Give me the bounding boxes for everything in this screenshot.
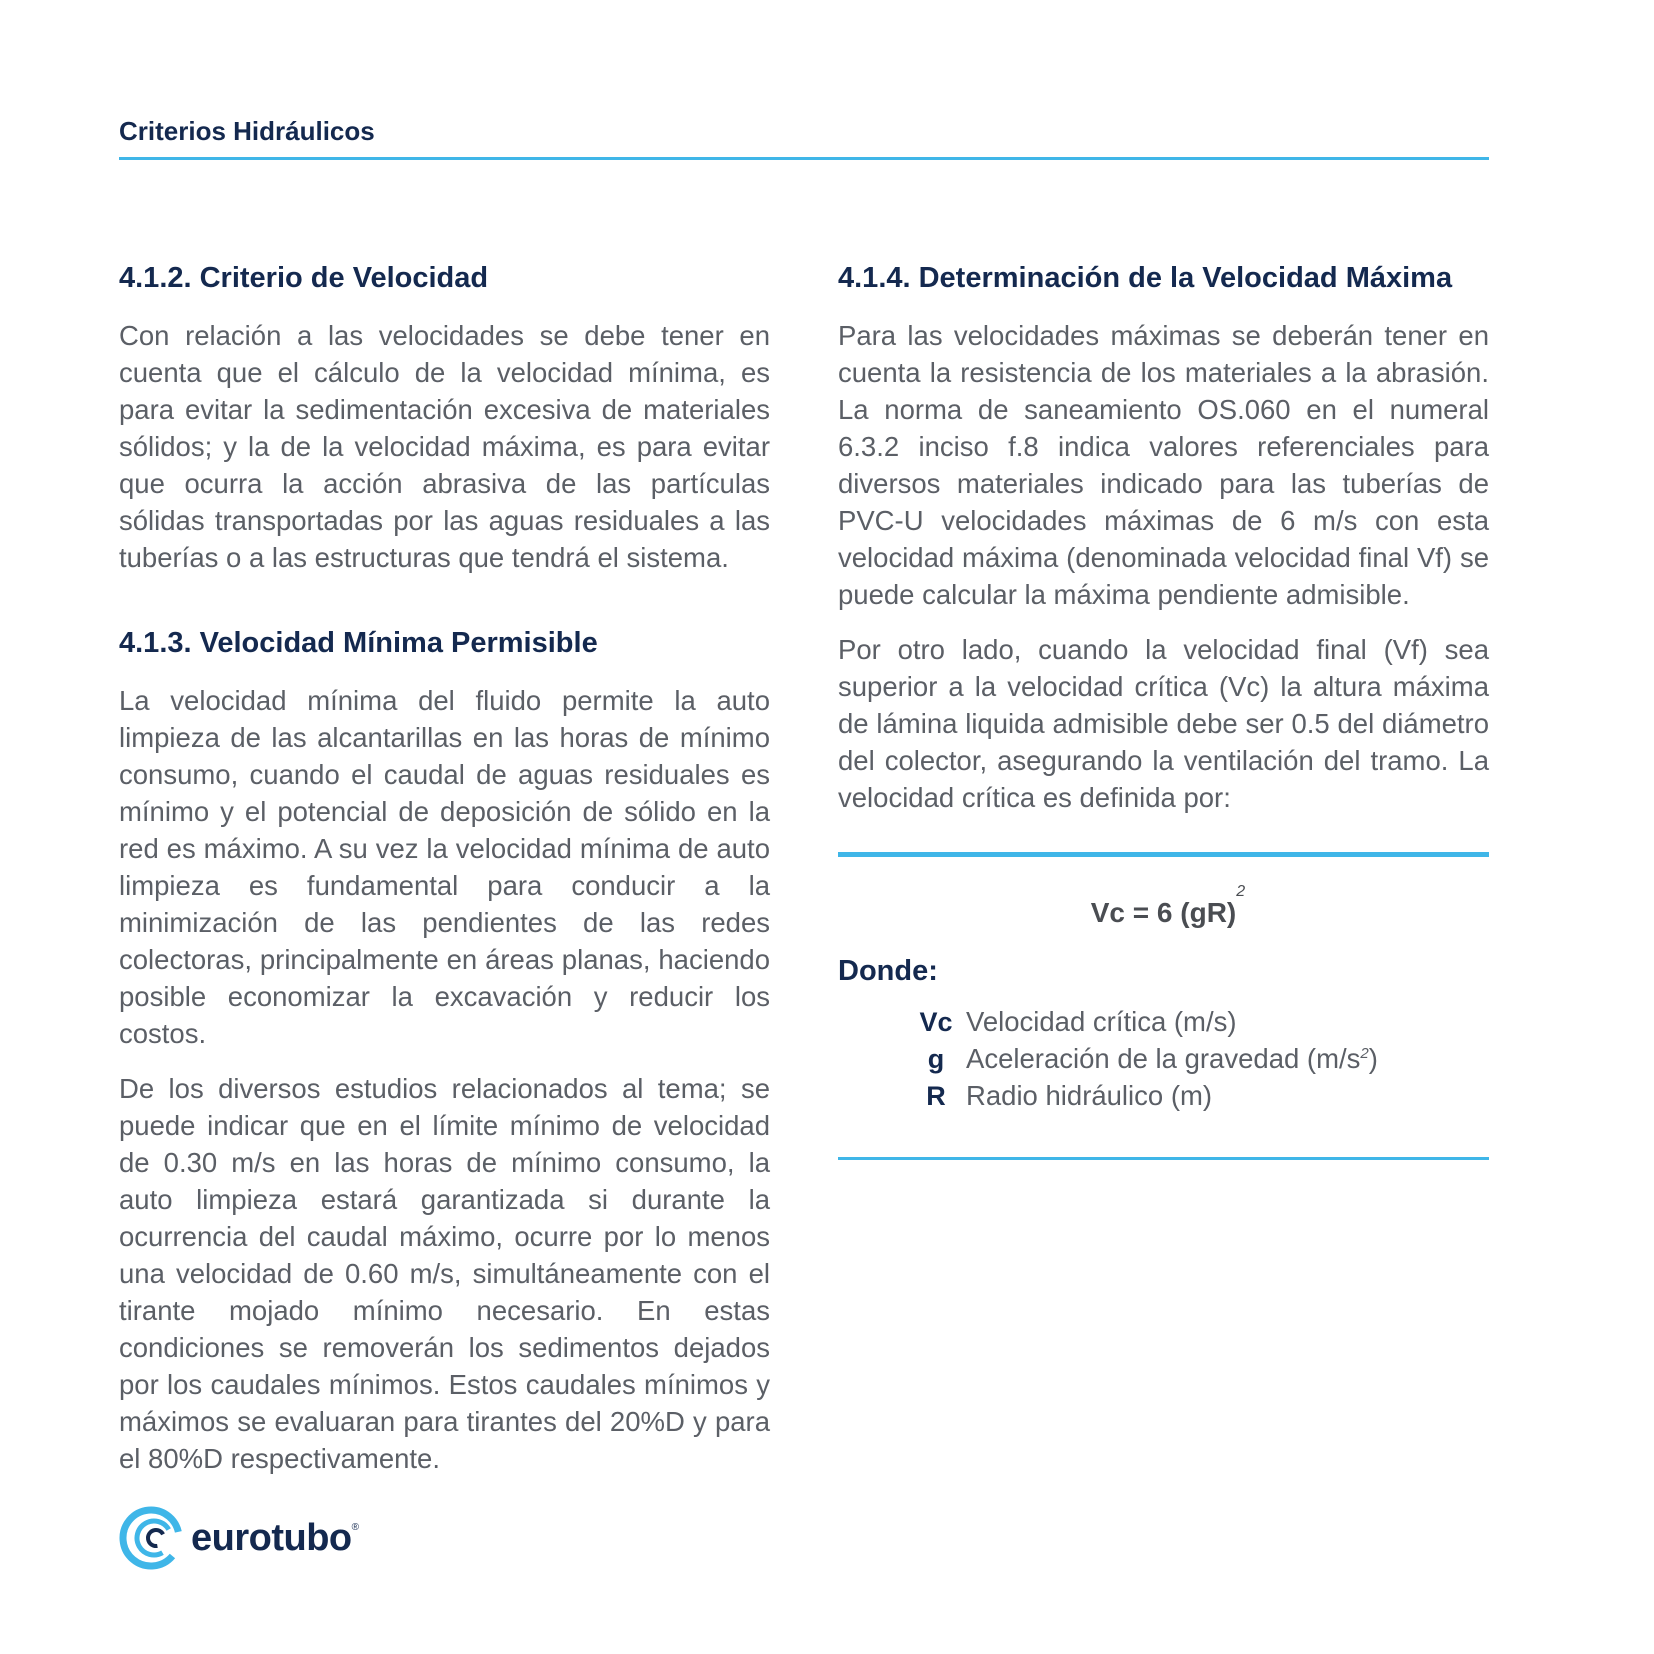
critical-velocity-formula xyxy=(838,883,1489,937)
variable-description-tail: ) xyxy=(1368,1043,1378,1074)
formula-exponent: 2 xyxy=(1236,883,1246,900)
variable-symbol: g xyxy=(927,1044,945,1074)
section-4-1-2-paragraph: Con relación a las velocidades se debe tener en cuenta que el cálculo de la velocidad mínima, es para evitar la sedimentación excesiva de materiales sólidos; y la de la velocidad máxima, es para evitar que ocurra la acción abrasiva de las partículas sólidas transportadas por las aguas residuales a las tuberías o a las estructuras que tendrá el sistema. xyxy=(119,320,770,573)
running-header: Criterios Hidráulicos xyxy=(119,116,375,146)
unit-exponent: 2 xyxy=(1360,1044,1369,1062)
section-4-1-3-title: 4.1.3. Velocidad Mínima Permisible xyxy=(119,627,598,659)
formula-box xyxy=(838,852,1489,1160)
registered-mark: ® xyxy=(351,1522,360,1533)
header-divider xyxy=(119,157,1489,160)
variable-row xyxy=(910,1080,1489,1117)
section-4-1-2-title: 4.1.2. Criterio de Velocidad xyxy=(119,262,489,294)
variable-description: Velocidad crítica (m/s) xyxy=(966,1006,1237,1037)
right-column xyxy=(838,259,1489,834)
logo-wordmark: eurotubo xyxy=(191,1516,352,1559)
section-4-1-3-paragraph-2: De los diversos estudios relacionados al tema; se puede indicar que en el límite mínimo de velocidad de 0.30 m/s en las horas de mínimo consumo, la auto limpieza estará garantizada si durante la ocurrencia del caudal máximo, ocurre por lo menos una velocidad de 0.60 m/s, simultáneamente con el tirante mojado mínimo necesario. En estas condiciones se removerán los sedimentos dejados por los caudales mínimos. Estos caudales mínimos y máximos se evaluaran para tirantes del 20%D y para el 80%D respectivamente. xyxy=(119,1073,770,1474)
eurotubo-logo xyxy=(119,1508,359,1568)
variable-row xyxy=(910,1006,1489,1043)
variable-symbol: Vc xyxy=(919,1007,953,1037)
left-column xyxy=(119,259,770,1495)
variable-description: Aceleración de la gravedad (m/s xyxy=(966,1043,1361,1074)
variable-symbol: R xyxy=(926,1081,946,1111)
variable-row xyxy=(910,1043,1489,1080)
variable-description: Radio hidráulico (m) xyxy=(966,1080,1213,1111)
section-4-1-4-paragraph-1: Para las velocidades máximas se deberán tener en cuenta la resistencia de los materiales a la abrasión. La norma de saneamiento OS.060 en el numeral 6.3.2 inciso f.8 indica valores referenciales para diversos materiales indicado para las tuberías de PVC-U velocidades máximas de 6 m/s con esta velocidad máxima (denominada velocidad final Vf) se puede calcular la máxima pendiente admisible. xyxy=(838,320,1489,610)
variable-description-wrap xyxy=(962,1043,1378,1075)
formula-bottom-rule xyxy=(838,1157,1489,1160)
variable-list xyxy=(910,1006,1489,1117)
section-4-1-4-title: 4.1.4. Determinación de la Velocidad Máxima xyxy=(838,262,1453,294)
formula-top-rule xyxy=(838,852,1489,857)
section-4-1-3-paragraph-1: La velocidad mínima del fluido permite la auto limpieza de las alcantarillas en las horas de mínimo consumo, cuando el caudal de aguas residuales es mínimo y el potencial de deposición de sólido en la red es máximo. A su vez la velocidad mínima de auto limpieza es fundamental para conducir a la minimización de las pendientes de las redes colectoras, principalmente en áreas planas, haciendo posible economizar la excavación y reducir los costos. xyxy=(119,685,770,1049)
donde-label: Donde: xyxy=(838,955,938,987)
swirl-logo-icon xyxy=(119,1506,183,1570)
section-4-1-4-paragraph-2: Por otro lado, cuando la velocidad final (Vf) sea superior a la velocidad crítica (Vc) la altura máxima de lámina liquida admisible debe ser 0.5 del diámetro del colector, asegurando la ventilación del tramo. La velocidad crítica es definida por: xyxy=(838,634,1489,813)
formula-expression: Vc = 6 (gR) xyxy=(1090,897,1237,928)
